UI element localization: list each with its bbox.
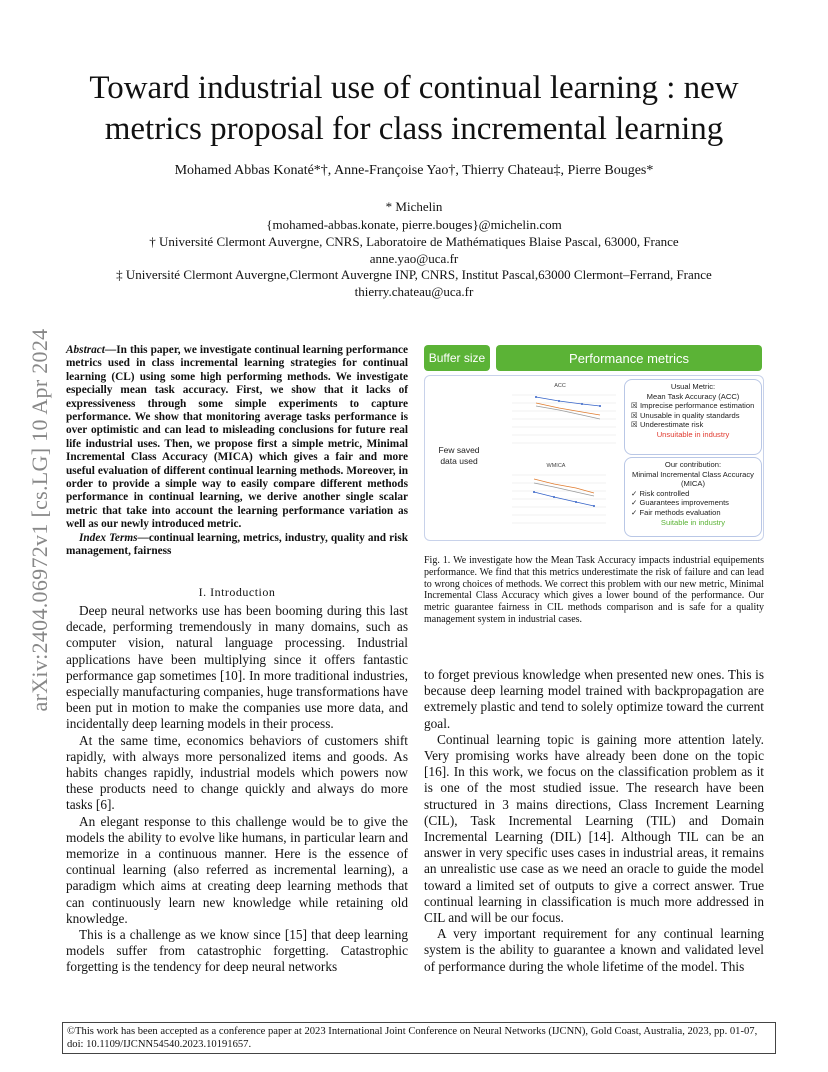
usual-items xyxy=(625,401,761,430)
acc-series-3 xyxy=(536,406,600,419)
usual-metric-box xyxy=(624,379,762,455)
abstract-label: Abstract xyxy=(66,344,105,356)
usual-item: ☒ Unusable in quality standards xyxy=(631,410,740,420)
acc-chart xyxy=(496,379,624,457)
right-paragraph: Continual learning topic is gaining more attention lately. Very promising works have already been done on the topic [16]. In this work, we focus on the classification problem as it is one of the most studied issue. The research have been structured in 3 mains directions, Class Increment Learning (CIL), Task Incremental Learning (TIL) and Domain Incremental Learning (DIL) [14]. Although TIL can be an answer in very specific uses cases in industrial areas, it remains an unrealistic use case as we need an oracle to guide the model toward a limited set of outputs to give a correct answer. True continual learning in classification is much more addressed in CIL and will be our focus. xyxy=(424,731,764,926)
affiliation-5: thierry.chateau@uca.fr xyxy=(354,284,474,299)
authors: Mohamed Abbas Konaté*†, Anne-Françoise Yao†, Thierry Chateau‡, Pierre Bouges* xyxy=(174,163,654,178)
checkbox-x-icon: ☒ xyxy=(631,401,638,411)
affiliation-2: † Université Clermont Auvergne, CNRS, Laboratoire de Mathématiques Blaise Pascal, 63000, France xyxy=(149,234,679,249)
contribution-box xyxy=(624,457,762,537)
acc-series-1 xyxy=(536,397,600,406)
contrib-subtitle: Minimal Incremental Class Accuracy (MICA) xyxy=(632,469,754,489)
wmica-chart xyxy=(496,459,624,537)
acc-chart-title: ACC xyxy=(554,383,566,389)
usual-item: ☒ Imprecise performance estimation xyxy=(631,401,755,411)
affiliation-3: anne.yao@uca.fr xyxy=(369,251,459,266)
wmica-chart-gridlines xyxy=(512,475,606,523)
affiliation-0: * Michelin xyxy=(385,199,443,214)
checkbox-x-icon: ☒ xyxy=(631,420,638,430)
contrib-item: ✓ Risk controlled xyxy=(631,488,690,498)
contrib-verdict: Suitable in industry xyxy=(660,517,726,527)
buffer-size-label: Buffer size xyxy=(424,345,490,371)
usual-item: ☒ Underestimate risk xyxy=(631,420,704,430)
intro-paragraph: An elegant response to this challenge would be to give the models the ability to evolve like humans, in particular learn and memorize in a continuous manner. Here is the essence of continual learning (also referred as incremental learning), a paradigm which aims at creating deep learning methods that can continuously learn new knowledge while retaining old knowledge. xyxy=(66,813,408,926)
few-saved-label: Few saved data used xyxy=(438,445,480,466)
index-terms-label: Index Terms xyxy=(79,531,138,544)
contrib-title: Our contribution: xyxy=(664,460,722,469)
figure-caption: Fig. 1. We investigate how the Mean Task Accuracy impacts industrial equipements performance. We find that this metrics underestimate the risk of failure and can lead to wrong choices of methods. We correct this problem with our new metric, Minimal Incremental Class Accuracy which gives a lower bound of the performance. Our metric guarantee fairness in CIL methods comparison and is safe for a quality management system in industrial cases. xyxy=(424,555,764,625)
intro-paragraph: At the same time, economics behaviors of customers shift rapidly, with always more personalized items and goods. As habits changes rapidly, industrial models which powers now these products need to change quickly and always do more tasks [6]. xyxy=(66,732,408,813)
checkmark-icon: ✓ xyxy=(631,488,638,498)
performance-metrics-label: Performance metrics xyxy=(496,345,762,371)
usual-title: Usual Metric: xyxy=(670,382,716,391)
contrib-item: ✓ Fair methods evaluation xyxy=(631,507,721,517)
arxiv-sidebar xyxy=(20,285,60,755)
abstract xyxy=(66,344,408,559)
contrib-item: ✓ Guarantees improvements xyxy=(631,498,729,508)
affiliation-1: {mohamed-abbas.konate, pierre.bouges}@michelin.com xyxy=(266,217,562,232)
usual-subtitle: Mean Task Accuracy (ACC) xyxy=(646,391,740,401)
arxiv-id: arXiv:2404.06972v1 [cs.LG] 10 Apr 2024 xyxy=(27,328,52,712)
usual-verdict: Unsuitable in industry xyxy=(656,429,730,439)
title-line-1: Toward industrial use of continual learning : new xyxy=(89,70,739,106)
contrib-items xyxy=(625,489,761,518)
affiliation-4: ‡ Université Clermont Auvergne,Clermont Auvergne INP, CNRS, Institut Pascal,63000 Clermont–Ferrand, France xyxy=(116,267,712,282)
index-terms-text: —continual learning, metrics, industry, quality and risk management, fairness xyxy=(66,531,408,558)
right-paragraph: A very important requirement for any continual learning system is the ability to guarantee a known and validated level of performance during the whole lifetime of the model. This xyxy=(424,926,764,974)
intro-paragraph: This is a challenge as we know since [15] that deep learning models suffer from catastrophic forgetting. Catastrophic forgetting is the tendency for deep neural networks xyxy=(66,927,408,975)
intro-paragraph: Deep neural networks use has been booming during this last decade, performing tremendously in many domains, such as computer vision, natural language processing. Industrial applications have been multiplying since it offers fantastic performance gap sometimes [10]. In more traditional industries, especially manufacturing companies, huge transformations have been put in motion to make the companies use more data, and incidentally deep learning models in their process. xyxy=(66,603,408,732)
checkmark-icon: ✓ xyxy=(631,507,638,517)
intro-right-column xyxy=(424,667,764,975)
checkbox-x-icon: ☒ xyxy=(631,410,638,420)
acc-chart-gridlines xyxy=(512,395,616,443)
wmica-chart-title: WMICA xyxy=(546,463,566,469)
section-heading: I. Introduction xyxy=(198,585,276,599)
abstract-text: —In this paper, we investigate continual learning performance metrics used in class incremental learning strategies for continual learning (CL) using some high performing methods. We investigate especially mean task accuracy. First, we show that it lacks of expressiveness through some simple experiments to capture performance. We show that monitoring average tasks performance is over optimistic and can lead to misleading conclusions for future real life industrial uses. Then, we propose first a simple metric, Minimal Incremental Class Accuracy (MICA) which gives a fair and more useful evaluation of different continual learning methods. Moreover, in order to provide a simple way to easily compare different methods performance in continual learning, we derive another single scalar metric that take into account the learning performance variation as well as our newly introduced metric. xyxy=(66,344,408,531)
checkmark-icon: ✓ xyxy=(631,498,638,508)
right-paragraph: to forget previous knowledge when presented new ones. This is because deep learning model trained with backpropagation are extremely plastic and tend to solely optimize toward the current goal. xyxy=(424,667,764,731)
figure-1 xyxy=(424,345,764,540)
paper-title xyxy=(60,68,768,150)
intro-left-column xyxy=(66,603,408,976)
copyright-footer: ©This work has been accepted as a conference paper at 2023 International Joint Conference on Neural Networks (IJCNN), Gold Coast, Australia, 2023, pp. 01-07, doi: 10.1109/IJCNN54540.2023.10191657. xyxy=(62,1022,776,1054)
title-line-2: metrics proposal for class incremental learning xyxy=(104,111,724,147)
